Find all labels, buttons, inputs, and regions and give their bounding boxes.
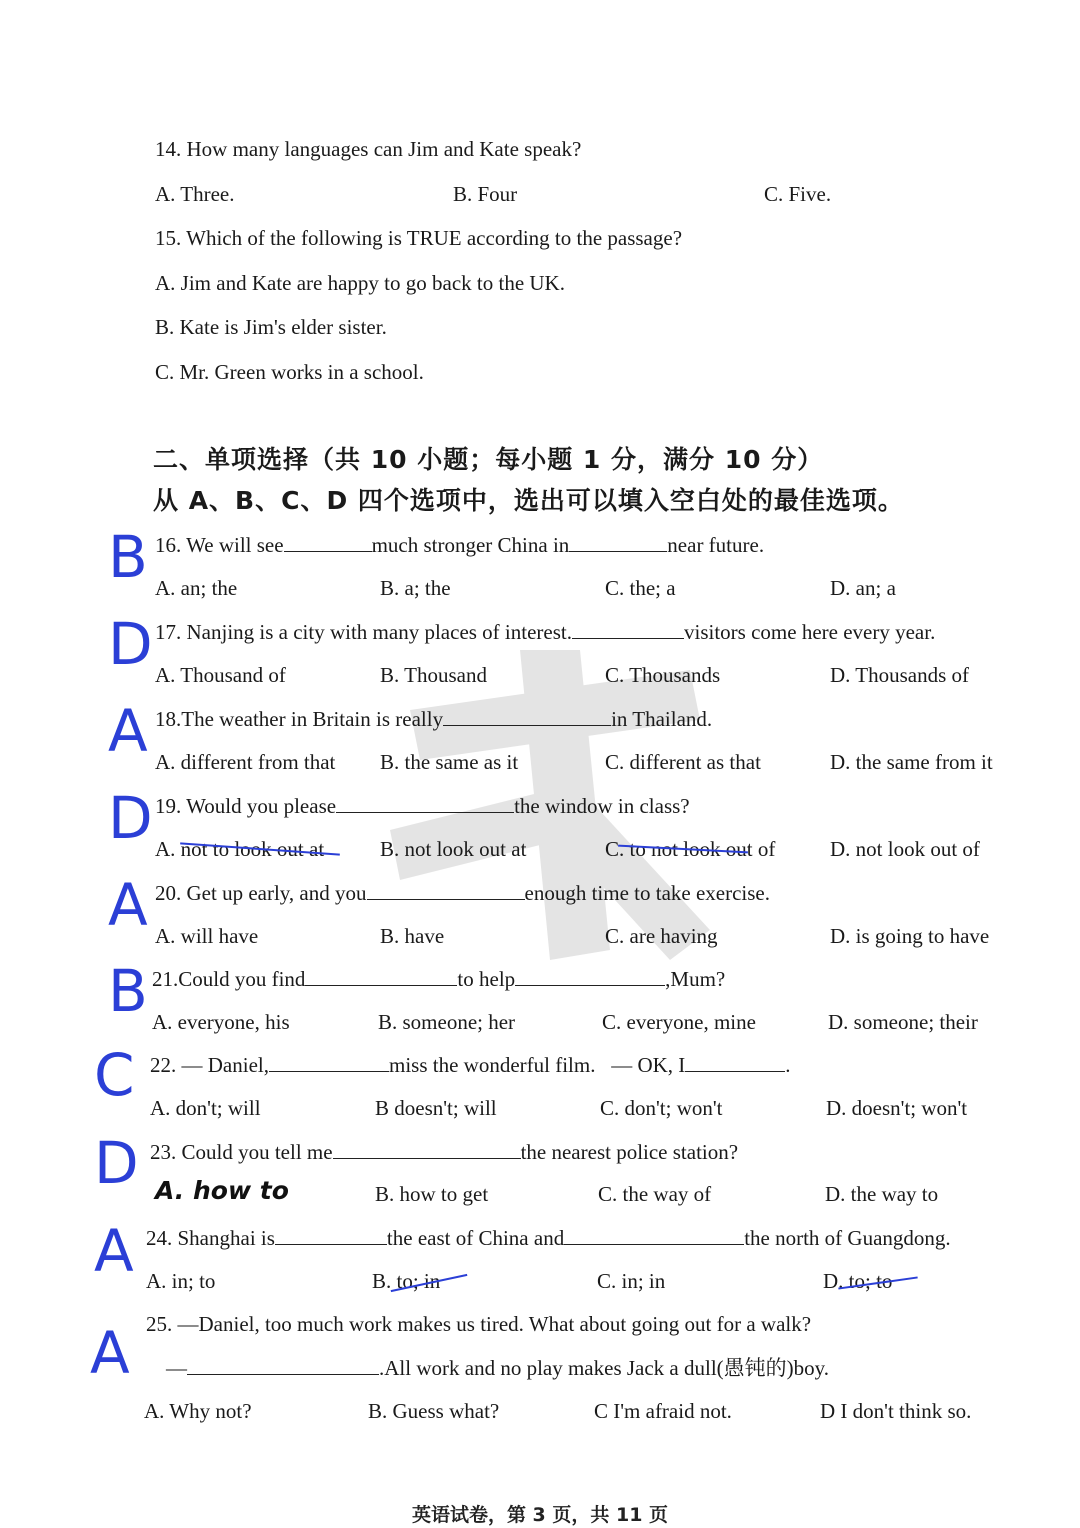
q21-option-d: D. someone; their: [828, 1010, 978, 1034]
q25-response-line: — .All work and no play makes Jack a dull(愚钝的)boy.: [166, 1356, 830, 1380]
q23-option-a-handwritten: A. how to: [155, 1176, 289, 1205]
q15-option-a: A. Jim and Kate are happy to go back to the UK.: [155, 271, 565, 295]
q17-option-d: D. Thousands of: [830, 663, 970, 687]
answer-mark-21: B: [108, 957, 148, 1025]
q16-option-b: B. a; the: [380, 576, 451, 600]
q23-stem: 23. Could you tell me the nearest police station?: [150, 1140, 739, 1164]
q18-stem: 18.The weather in Britain is really in Thailand.: [155, 707, 713, 731]
q18-option-a: A. different from that: [155, 750, 336, 774]
section-instruction: 从 A、B、C、D 四个选项中，选出可以填入空白处的最佳选项。: [153, 486, 904, 515]
q16-option-a: A. an; the: [155, 576, 238, 600]
q24-option-b: B. to; in: [372, 1269, 441, 1293]
q20-stem: 20. Get up early, and you enough time to take exercise.: [155, 881, 770, 905]
q17-stem: 17. Nanjing is a city with many places of interest. visitors come here every year.: [155, 620, 936, 644]
q22-option-a: A. don't; will: [150, 1096, 261, 1120]
q22-stem: 22. — Daniel, miss the wonderful film. — OK, I .: [150, 1053, 791, 1077]
q22-option-d: D. doesn't; won't: [826, 1096, 968, 1120]
q18-option-b: B. the same as it: [380, 750, 519, 774]
answer-mark-23: D: [94, 1129, 139, 1197]
q23-option-c: C. the way of: [598, 1182, 712, 1206]
q14-option-a: A. Three.: [155, 182, 235, 206]
q16-stem: 16. We will see much stronger China in near future.: [155, 533, 765, 557]
q23-option-d: D. the way to: [825, 1182, 939, 1206]
q15-stem: 15. Which of the following is TRUE according to the passage?: [155, 226, 683, 250]
q14-option-c: C. Five.: [764, 182, 832, 206]
q22-option-c: C. don't; won't: [600, 1096, 723, 1120]
q17-option-b: B. Thousand: [380, 663, 487, 687]
page-footer: 英语试卷，第 3 页，共 11 页: [411, 1504, 669, 1526]
answer-mark-24: A: [94, 1217, 134, 1285]
q25-option-d: D I don't think so.: [820, 1399, 972, 1423]
q20-option-c: C. are having: [605, 924, 718, 948]
q21-option-a: A. everyone, his: [152, 1010, 290, 1034]
q24-option-a: A. in; to: [146, 1269, 216, 1293]
q14-option-b: B. Four: [453, 182, 518, 206]
answer-mark-19: D: [108, 784, 153, 852]
q15-option-b: B. Kate is Jim's elder sister.: [155, 315, 387, 339]
q18-option-d: D. the same from it: [830, 750, 993, 774]
answer-mark-20: A: [108, 871, 148, 939]
q16-option-d: D. an; a: [830, 576, 896, 600]
q23-option-b: B. how to get: [375, 1182, 489, 1206]
q14-stem: 14. How many languages can Jim and Kate speak?: [155, 137, 582, 161]
q25-option-b: B. Guess what?: [368, 1399, 500, 1423]
q24-stem: 24. Shanghai is the east of China and the north of Guangdong.: [146, 1226, 951, 1250]
q22-option-b: B doesn't; will: [375, 1096, 497, 1120]
q24-option-c: C. in; in: [597, 1269, 666, 1293]
q20-option-d: D. is going to have: [830, 924, 990, 948]
q19-option-d: D. not look out of: [830, 837, 980, 861]
q25-option-a: A. Why not?: [144, 1399, 252, 1423]
q21-stem: 21.Could you find to help ,Mum?: [152, 967, 726, 991]
q16-option-c: C. the; a: [605, 576, 676, 600]
q19-option-a: A. not to look out at: [155, 837, 325, 861]
q17-option-a: A. Thousand of: [155, 663, 286, 687]
q17-option-c: C. Thousands: [605, 663, 721, 687]
q20-option-a: A. will have: [155, 924, 259, 948]
q19-option-b: B. not look out at: [380, 837, 527, 861]
answer-mark-18: A: [108, 697, 148, 765]
q20-option-b: B. have: [380, 924, 445, 948]
q15-option-c: C. Mr. Green works in a school.: [155, 360, 424, 384]
section-title: 二、单项选择（共 10 小题；每小题 1 分，满分 10 分）: [153, 445, 824, 474]
q25-stem: 25. —Daniel, too much work makes us tired. What about going out for a walk?: [146, 1312, 812, 1336]
answer-mark-25: A: [90, 1319, 130, 1387]
q25-option-c: C I'm afraid not.: [594, 1399, 732, 1423]
q21-option-c: C. everyone, mine: [602, 1010, 756, 1034]
answer-mark-17: D: [108, 610, 153, 678]
q21-option-b: B. someone; her: [378, 1010, 516, 1034]
q18-option-c: C. different as that: [605, 750, 761, 774]
answer-mark-22: C: [94, 1041, 135, 1109]
q19-stem: 19. Would you please the window in class?: [155, 794, 690, 818]
q24-option-d: D. to; to: [823, 1269, 893, 1293]
answer-mark-16: B: [108, 523, 148, 591]
q19-option-c: C. to not look out of: [605, 837, 776, 861]
